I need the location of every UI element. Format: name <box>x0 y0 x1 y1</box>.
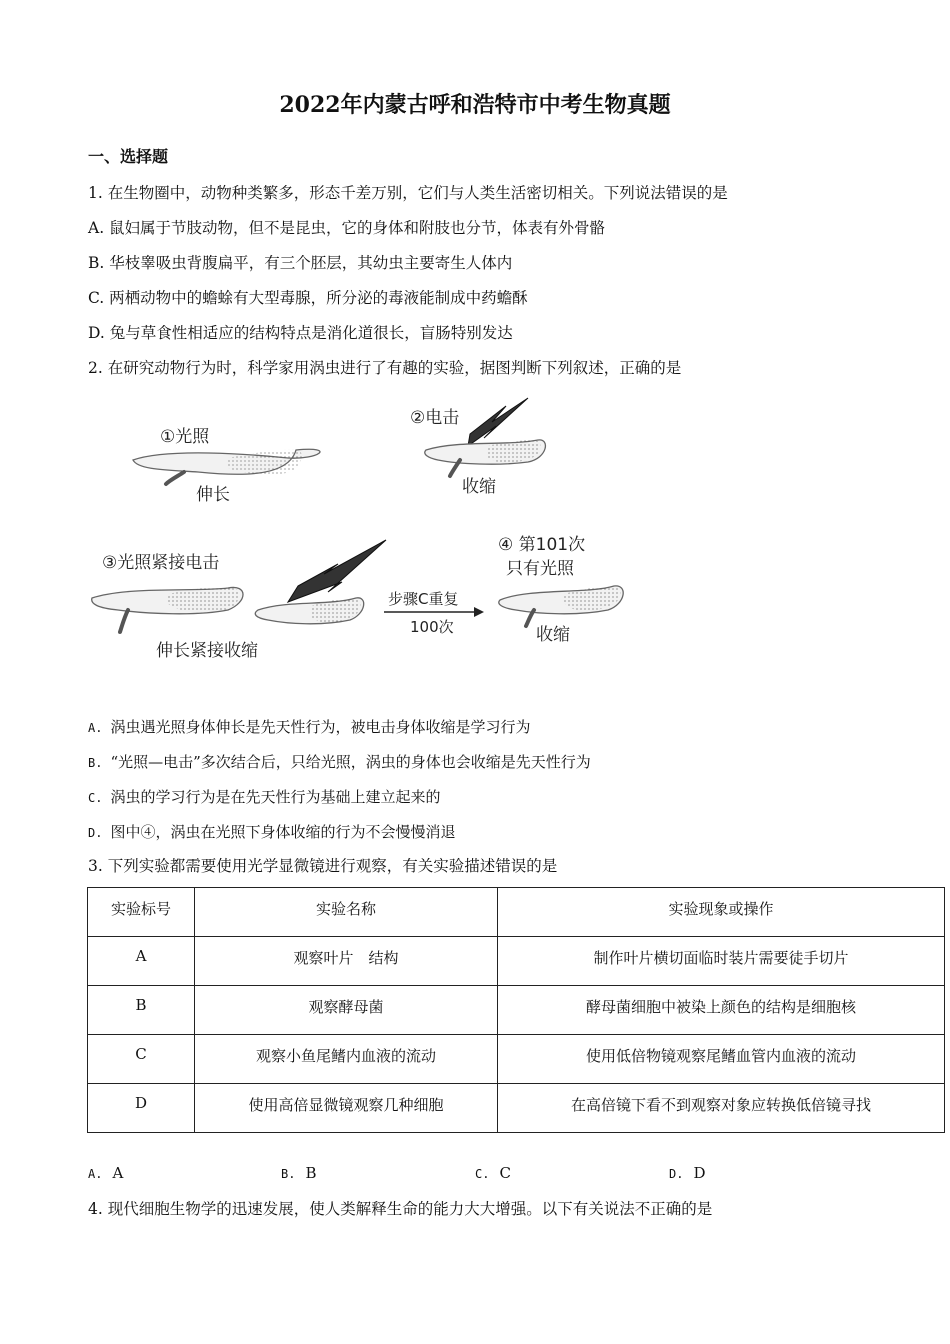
step3-result: 伸长紧接收缩 <box>156 641 258 661</box>
question-1-option-c: C. 两栖动物中的蟾蜍有大型毒腺，所分泌的毒液能制成中药蟾酥 <box>88 289 528 307</box>
table-header-row <box>88 888 945 937</box>
question-2-option-a <box>88 716 530 739</box>
option-letter: D. <box>669 1167 684 1181</box>
table-cell: 使用高倍显微镜观察几种细胞 <box>195 1084 498 1133</box>
step4-label-line2: 只有光照 <box>506 559 574 579</box>
table-cell: A <box>88 937 195 986</box>
step2-label: ②电击 <box>410 408 460 428</box>
option-text: C <box>499 1164 511 1182</box>
option-letter: B. <box>88 756 103 770</box>
option-text: A <box>112 1164 124 1182</box>
option-text: B <box>305 1164 317 1182</box>
table-row <box>88 937 945 986</box>
question-1-stem: 1. 在生物圈中，动物种类繁多，形态千差万别，它们与人类生活密切相关。下列说法错误的是 <box>88 184 728 202</box>
table-cell: B <box>88 986 195 1035</box>
step1-label: ①光照 <box>160 427 210 447</box>
option-text: “光照—电击”多次结合后，只给光照，涡虫的身体也会收缩是先天性行为 <box>110 753 591 771</box>
option-letter: C. <box>88 791 103 805</box>
question-3-option-c <box>475 1164 511 1182</box>
table-header: 实验现象或操作 <box>498 888 945 937</box>
question-3-option-a <box>88 1164 123 1182</box>
question-3-stem: 3. 下列实验都需要使用光学显微镜进行观察，有关实验描述错误的是 <box>88 857 558 875</box>
option-letter: D. <box>88 826 103 840</box>
arrow-label-bottom: 100次 <box>410 618 454 636</box>
worm-contracted-illustration-3 <box>499 586 623 626</box>
table-cell: 观察叶片 结构 <box>195 937 498 986</box>
table-cell: 使用低倍物镜观察尾鳍血管内血液的流动 <box>498 1035 945 1084</box>
table-row <box>88 1035 945 1084</box>
option-letter: B. <box>281 1167 296 1181</box>
question-2-option-c <box>88 786 440 809</box>
lightning-icon <box>288 540 386 602</box>
table-cell: C <box>88 1035 195 1084</box>
step1-result: 伸长 <box>196 485 230 505</box>
table-header: 实验标号 <box>88 888 195 937</box>
step3-label: ③光照紧接电击 <box>102 553 220 573</box>
table-cell: 制作叶片横切面临时装片需要徒手切片 <box>498 937 945 986</box>
question-4-stem: 4. 现代细胞生物学的迅速发展，使人类解释生命的能力大大增强。以下有关说法不正确的是 <box>88 1200 713 1218</box>
table-cell: 在高倍镜下看不到观察对象应转换低倍镜寻找 <box>498 1084 945 1133</box>
table-header: 实验名称 <box>195 888 498 937</box>
table-cell: D <box>88 1084 195 1133</box>
question-1-option-d: D. 兔与草食性相适应的结构特点是消化道很长，盲肠特别发达 <box>88 324 513 342</box>
option-text: 图中④，涡虫在光照下身体收缩的行为不会慢慢消退 <box>110 823 456 841</box>
table-cell: 观察酵母菌 <box>195 986 498 1035</box>
question-2-stem: 2. 在研究动物行为时，科学家用涡虫进行了有趣的实验，据图判断下列叙述，正确的是 <box>88 359 682 377</box>
option-letter: C. <box>475 1167 490 1181</box>
question-2-option-b <box>88 751 591 774</box>
page-title: 2022年内蒙古呼和浩特市中考生物真题 <box>279 92 671 118</box>
lightning-icon <box>468 398 528 446</box>
option-text: D <box>693 1164 706 1182</box>
step2-result: 收缩 <box>462 477 496 497</box>
option-text: 涡虫遇光照身体伸长是先天性行为，被电击身体收缩是学习行为 <box>110 718 531 736</box>
option-letter: A. <box>88 721 103 735</box>
question-1-option-b: B. 华枝睾吸虫背腹扁平，有三个胚层，其幼虫主要寄生人体内 <box>88 254 513 272</box>
table-cell: 酵母菌细胞中被染上颜色的结构是细胞核 <box>498 986 945 1035</box>
question-3-option-d <box>669 1164 705 1182</box>
table-row <box>88 986 945 1035</box>
section-heading: 一、选择题 <box>88 147 169 166</box>
step4-label-line1: ④ 第101次 <box>498 535 586 555</box>
arrow-head <box>474 607 484 617</box>
worm-contracted-illustration-2 <box>255 598 363 624</box>
table-cell: 观察小鱼尾鳍内血液的流动 <box>195 1035 498 1084</box>
arrow-label-top: 步骤C重复 <box>388 590 459 608</box>
worm-elongated-illustration <box>133 449 320 484</box>
worm-elongated-illustration-2 <box>92 587 243 632</box>
experiment-table <box>87 887 945 1133</box>
question-2-option-d <box>88 821 455 844</box>
table-row <box>88 1084 945 1133</box>
planarian-experiment-figure <box>88 388 648 678</box>
option-letter: A. <box>88 1167 103 1181</box>
question-1-option-a: A. 鼠妇属于节肢动物，但不是昆虫，它的身体和附肢也分节，体表有外骨骼 <box>88 219 606 237</box>
option-text: 涡虫的学习行为是在先天性行为基础上建立起来的 <box>110 788 441 806</box>
step4-result: 收缩 <box>536 625 570 645</box>
question-3-option-b <box>281 1164 316 1182</box>
worm-contracted-illustration <box>425 440 546 476</box>
